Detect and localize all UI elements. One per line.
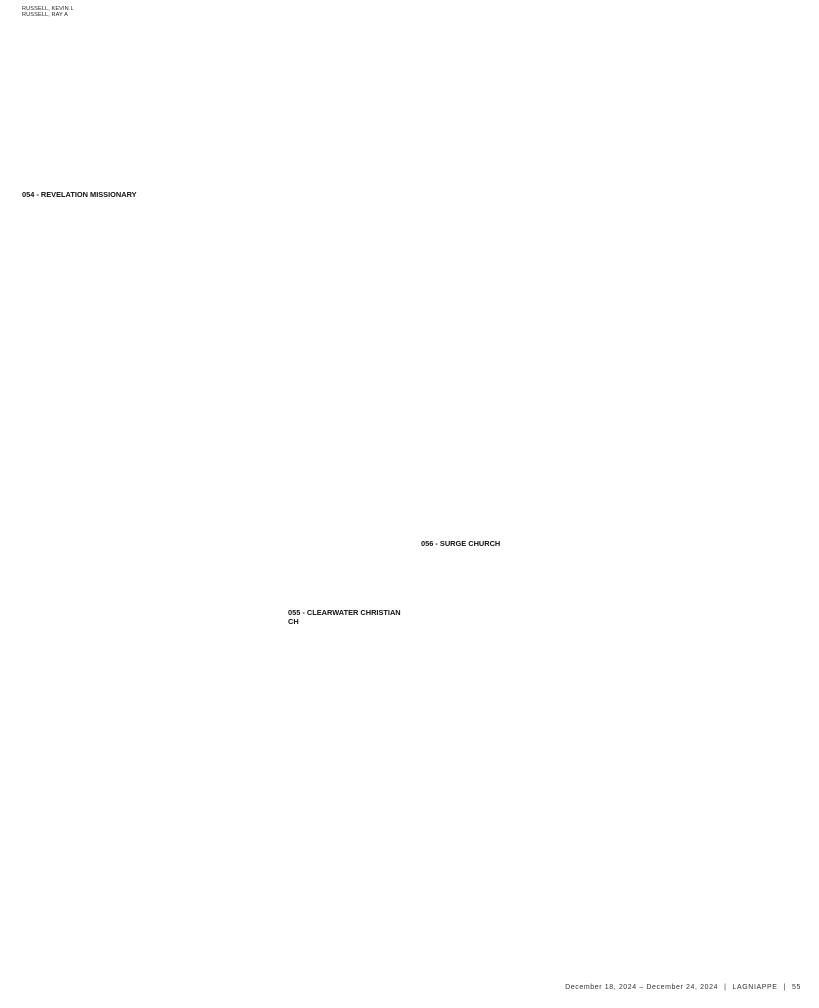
footer-separator: | <box>724 984 727 991</box>
name-entry: RUSSELL, RAY A <box>22 12 68 19</box>
congregation-heading: 054 - REVELATION MISSIONARY <box>22 189 137 199</box>
footer-separator: | <box>783 984 786 991</box>
name-column-3 <box>288 6 406 946</box>
name-list-page <box>12 6 809 951</box>
name-entry <box>421 526 539 532</box>
name-entry: RUSSELL, KEVIN L <box>22 6 74 12</box>
name-entry <box>687 913 805 919</box>
name-entry <box>421 931 539 937</box>
name-entry <box>155 920 273 926</box>
name-entry <box>288 946 406 947</box>
name-column-4 <box>421 6 539 946</box>
name-entry <box>554 913 672 919</box>
footer-date-range: December 18, 2024 – December 24, 2024 <box>565 984 719 991</box>
name-entry <box>22 918 140 924</box>
name-entry <box>288 596 406 602</box>
name-column-2 <box>155 6 273 946</box>
footer-page-number: 55 <box>792 984 801 991</box>
congregation-heading: 055 - CLEARWATER CHRISTIAN CH <box>288 608 401 626</box>
name-column-5 <box>554 6 672 946</box>
congregation-heading: 056 - SURGE CHURCH <box>421 538 501 548</box>
name-column-1 <box>22 6 140 946</box>
footer-publication: LAGNIAPPE <box>732 984 778 991</box>
name-entry <box>22 177 140 183</box>
name-column-6 <box>687 6 805 946</box>
page-footer <box>565 984 801 991</box>
